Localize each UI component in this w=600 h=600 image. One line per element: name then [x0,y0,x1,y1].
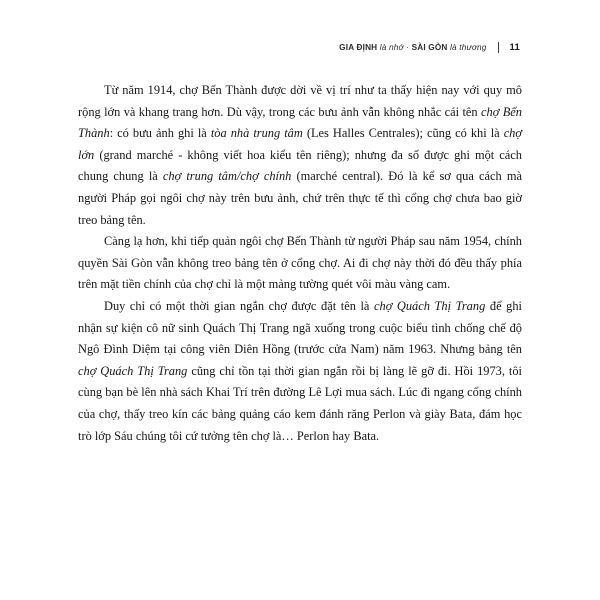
emphasis-run: chợ Quách Thị Trang [374,298,486,313]
running-head-title [339,43,486,52]
text-run: : có bưu ảnh ghi là [109,126,211,141]
text-run: Càng lạ hơn, khi tiếp quản ngôi chợ Bến Thành từ người Pháp sau năm 1954, chính quyền Sài Gòn vẫn không treo bảng tên ở cổng chợ. Ai đi chợ này thời đó đều thấy phía trên mặt tiền chính của chợ chỉ là một mảng tường quét vôi màu vàng cam. [78,234,522,292]
running-head [78,40,522,54]
emphasis-run: chợ Bến Thành [78,104,522,141]
page-number: 11 [509,41,520,53]
emphasis-run: chợ lớn [78,126,522,162]
running-head-title-part2: SÀI GÒN [411,42,448,52]
text-run: (grand marché - không viết hoa kiểu tên riêng); nhưng đa số được ghi một cách chung chung là [78,147,522,184]
body-text [78,80,522,447]
text-run: (marché central). Đó là kể sơ qua cách mà người Pháp gọi ngôi chợ này trên bưu ảnh, chứ trên thực tế thì cổng chợ chưa bao giờ treo bảng tên. [78,169,522,227]
running-head-title-italic1: là nhớ · [377,42,412,52]
emphasis-run: chợ Quách Thị Trang [78,363,188,378]
emphasis-run: tòa nhà trung tâm [210,126,303,141]
text-run: để ghi nhận sự kiện cô nữ sinh Quách Thị Trang ngã xuống trong cuộc biểu tình chống chế độ Ngô Đình Diệm tại công viên Diên Hồng (trước cửa Nam) năm 1963. Nhưng bảng tên [78,298,522,357]
paragraph [78,231,522,296]
text-run: Duy chỉ có một thời gian ngắn chợ được đặt tên là [104,298,375,313]
running-head-title-part1: GIA ĐỊNH [339,42,378,52]
paragraph [78,296,522,447]
text-run: (Les Halles Centrales); cũng có khi là [302,126,504,141]
running-head-divider [498,42,499,53]
text-run: cũng chỉ tồn tại thời gian ngắn rồi bị làng lẽ gỡ đi. Hồi 1973, tôi cùng bạn bè lên nhà sách Khai Trí trên đường Lê Lợi mua sách. Lúc đi ngang cổng chính của chợ, thấy treo kín các bảng quảng cáo kem đánh răng Perlon và giày Bata, đám học trò lớp Sáu chúng tôi cứ tưởng tên chợ là… Perlon hay Bata. [78,363,523,443]
text-run: Từ năm 1914, chợ Bến Thành được dời về vị trí như ta thấy hiện nay với quy mô rộng lớn và khang trang hơn. Dù vậy, trong các bưu ảnh vẫn không nhắc cái tên [78,83,522,119]
emphasis-run: chợ trung tâm/chợ chính [162,169,292,184]
running-head-title-italic2: là thương [447,42,487,52]
paragraph [78,80,522,231]
